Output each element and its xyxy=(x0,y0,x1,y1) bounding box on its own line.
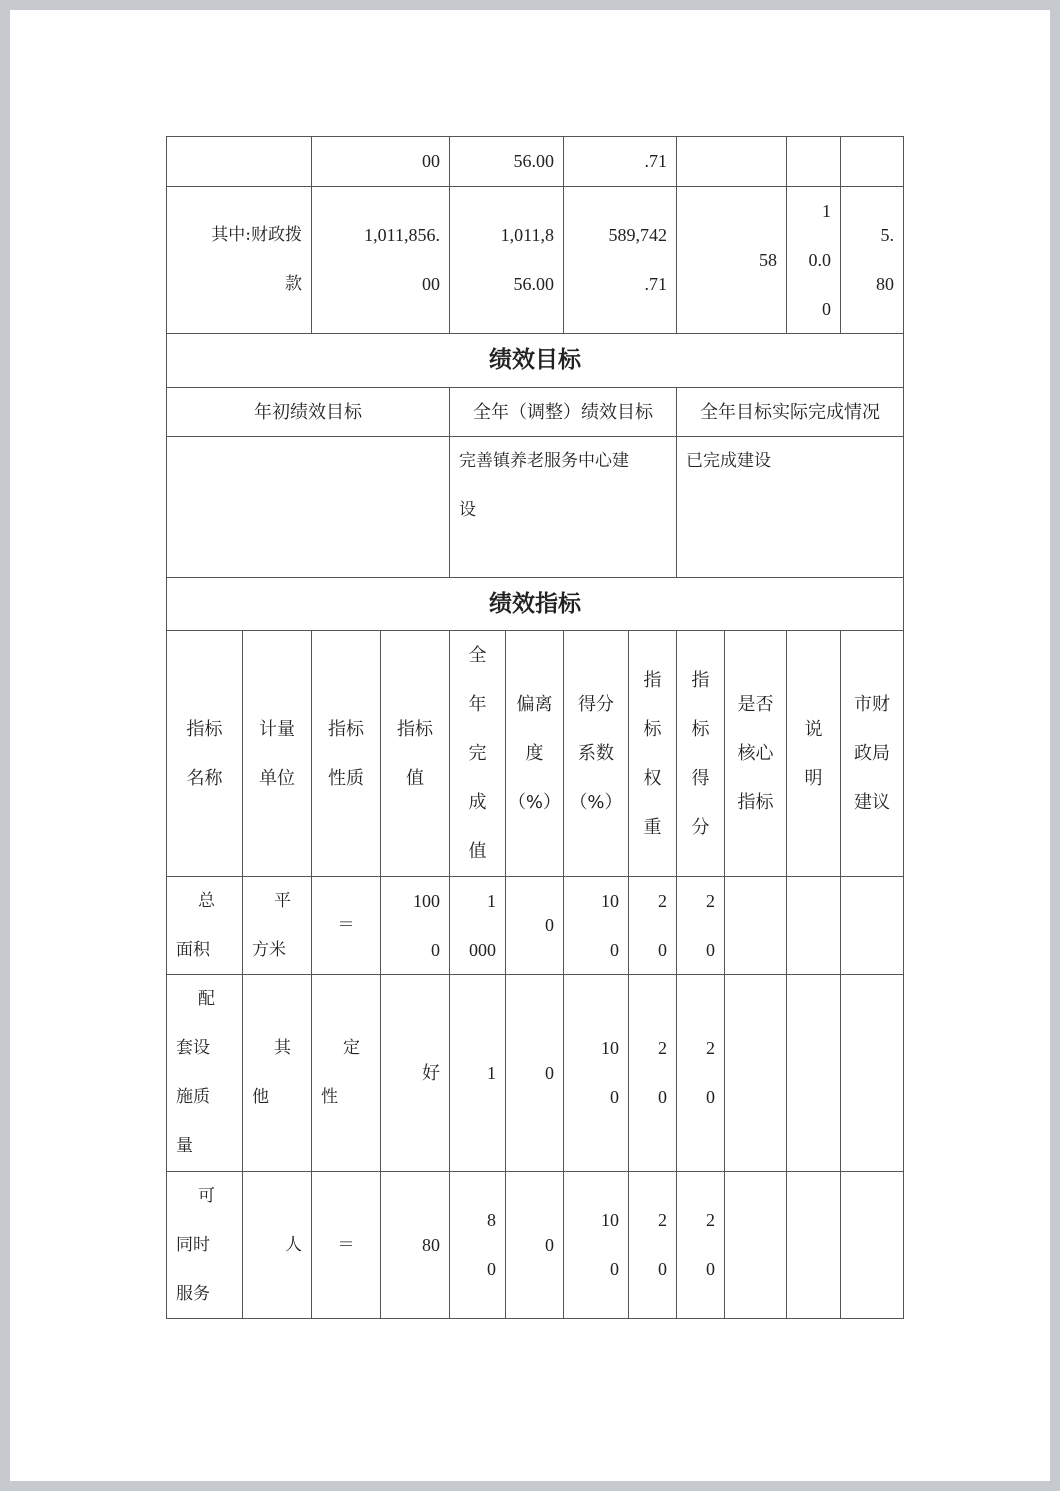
indicator-coefficient-cell-text: 0 xyxy=(610,1259,619,1279)
indicator-header-3-text: 指标 xyxy=(328,718,364,740)
indicator-header-5-text: 完 xyxy=(468,743,487,764)
indicator-header-6-text: 度 xyxy=(525,743,544,764)
indicator-header-11-text: 说 xyxy=(804,718,823,740)
indicator-header-6-text: 偏离 xyxy=(516,694,553,715)
indicator-name-cell-text: 可 xyxy=(198,1185,215,1206)
indicator-score-cell xyxy=(676,1171,725,1319)
adjusted-goal-cell xyxy=(449,436,677,578)
indicator-weight-cell-text: 2 xyxy=(658,1038,667,1058)
funding-executed-cell-text: .71 xyxy=(644,274,667,294)
indicator-unit-cell xyxy=(242,974,312,1172)
indicator-actual-cell-text: 1 xyxy=(487,1062,496,1083)
indicator-header-12-text: 市财 xyxy=(854,694,890,715)
indicator-actual-cell xyxy=(449,974,506,1172)
indicator-core-cell xyxy=(724,1171,787,1319)
indicator-header-11 xyxy=(786,630,841,877)
indicator-value-cell-text: 好 xyxy=(422,1062,440,1083)
indicator-name-cell-text: 总 xyxy=(198,890,215,911)
indicator-header-1-text: 名称 xyxy=(186,767,223,789)
indicator-value-cell-text: 80 xyxy=(422,1234,440,1255)
indicator-deviation-cell-text: 0 xyxy=(545,1062,554,1083)
indicator-unit-cell-text: 方米 xyxy=(252,939,286,960)
indicator-weight-cell xyxy=(628,1171,677,1319)
funding-full-year-budget-cell-text: 1,011,8 xyxy=(500,225,554,245)
funding-execution-rate-cell xyxy=(786,186,841,334)
indicator-header-2 xyxy=(242,630,312,877)
indicator-header-9-text: 得 xyxy=(691,767,710,789)
indicator-value-cell-text: 0 xyxy=(431,939,440,960)
indicator-score-cell-text: 2 xyxy=(706,1210,715,1230)
indicator-header-8-text: 权 xyxy=(643,767,662,789)
funding-score-cell xyxy=(840,186,904,334)
indicator-coefficient-cell-text: 10 xyxy=(601,1210,619,1230)
indicator-header-9 xyxy=(676,630,725,877)
indicators-section-title-text: 绩效指标 xyxy=(489,590,581,617)
indicator-actual-cell-text: 000 xyxy=(469,939,496,960)
funding-weight-cell xyxy=(676,186,787,334)
indicator-unit-cell xyxy=(242,876,312,975)
funding-score-cell-text: 80 xyxy=(876,274,894,294)
indicator-nature-cell-text: 定 xyxy=(343,1038,360,1058)
indicator-coefficient-cell xyxy=(563,876,629,975)
indicator-header-12-text: 政局 xyxy=(854,743,890,764)
funding-year-start-budget-cell-text: 00 xyxy=(422,274,440,294)
indicator-unit-cell xyxy=(242,1171,312,1319)
indicator-name-cell-text: 配 xyxy=(198,989,215,1009)
funding-full-year-budget-cell xyxy=(449,186,564,334)
funding-year-start-budget-cell-text: 00 xyxy=(422,151,440,171)
goals-header-2-text: 全年（调整）绩效目标 xyxy=(473,401,653,423)
funding-execution-rate-cell-text: 0 xyxy=(822,298,831,319)
indicator-weight-cell-text: 0 xyxy=(658,1259,667,1279)
indicator-name-cell-text: 量 xyxy=(176,1136,193,1156)
funding-executed-cell-text: .71 xyxy=(644,151,667,171)
funding-weight-cell xyxy=(676,136,787,187)
indicator-nature-cell xyxy=(311,1171,381,1319)
indicator-header-7 xyxy=(563,630,629,877)
indicator-header-7-text: 系数 xyxy=(578,743,614,764)
indicators-section-title xyxy=(166,577,904,631)
funding-full-year-budget-cell-text: 56.00 xyxy=(513,274,554,294)
indicator-note-cell xyxy=(786,974,841,1172)
indicator-value-cell-text: 100 xyxy=(413,890,440,911)
indicator-header-5-text: 值 xyxy=(468,841,487,862)
indicator-value-cell xyxy=(380,974,450,1172)
indicator-deviation-cell xyxy=(505,974,564,1172)
indicator-header-10-text: 核心 xyxy=(737,743,774,764)
indicator-score-cell-text: 0 xyxy=(706,939,715,960)
indicator-header-8-text: 标 xyxy=(643,718,662,740)
indicator-header-11-text: 明 xyxy=(804,767,823,789)
indicator-suggestion-cell xyxy=(840,876,904,975)
funding-label-cell-text: 其中:财政拨 xyxy=(211,225,302,245)
funding-label-cell-text: 款 xyxy=(285,274,302,294)
adjusted-goal-cell-text: 设 xyxy=(459,500,476,520)
funding-execution-rate-cell-text: 1 xyxy=(822,200,831,221)
indicator-score-cell-text: 2 xyxy=(706,890,715,911)
funding-execution-rate-cell xyxy=(786,136,841,187)
goals-section-title xyxy=(166,333,904,388)
funding-executed-cell xyxy=(563,136,677,187)
goals-section-title-text: 绩效目标 xyxy=(489,347,581,373)
indicator-header-6-text: （%） xyxy=(507,792,562,813)
indicator-header-10-text: 指标 xyxy=(737,792,774,813)
indicator-header-12-text: 建议 xyxy=(854,792,890,813)
indicator-actual-cell xyxy=(449,876,506,975)
indicator-coefficient-cell-text: 0 xyxy=(610,939,619,960)
indicator-unit-cell-text: 他 xyxy=(252,1087,269,1107)
indicator-nature-cell xyxy=(311,974,381,1172)
indicator-name-cell xyxy=(166,1171,243,1319)
indicator-weight-cell-text: 2 xyxy=(658,890,667,911)
indicator-deviation-cell-text: 0 xyxy=(545,1234,554,1255)
indicator-core-cell xyxy=(724,974,787,1172)
indicator-header-3 xyxy=(311,630,381,877)
funding-year-start-budget-cell xyxy=(311,136,450,187)
indicator-name-cell-text: 套设 xyxy=(176,1038,210,1058)
indicator-actual-cell-text: 8 xyxy=(487,1210,496,1230)
goals-header-1 xyxy=(166,387,450,437)
indicator-header-9-text: 分 xyxy=(691,816,710,838)
goals-header-3-text: 全年目标实际完成情况 xyxy=(700,401,880,423)
funding-weight-cell-text: 58 xyxy=(759,249,777,270)
indicator-value-cell xyxy=(380,876,450,975)
adjusted-goal-cell-text: 完善镇养老服务中心建 xyxy=(459,451,629,471)
indicator-header-1-text: 指标 xyxy=(186,718,223,740)
indicator-header-1 xyxy=(166,630,243,877)
indicator-header-3-text: 性质 xyxy=(328,767,364,789)
indicator-coefficient-cell-text: 10 xyxy=(601,1038,619,1058)
indicator-weight-cell-text: 0 xyxy=(658,1087,667,1107)
indicator-score-cell xyxy=(676,876,725,975)
indicator-header-9-text: 标 xyxy=(691,718,710,740)
indicator-name-cell-text: 服务 xyxy=(176,1283,210,1304)
indicator-deviation-cell-text: 0 xyxy=(545,915,554,935)
actual-completion-cell xyxy=(676,436,904,578)
indicator-header-12 xyxy=(840,630,904,877)
funding-score-cell-text: 5. xyxy=(880,225,894,245)
goals-header-2 xyxy=(449,387,677,437)
indicator-suggestion-cell xyxy=(840,1171,904,1319)
indicator-header-8-text: 指 xyxy=(643,669,662,691)
indicator-unit-cell-text: 平 xyxy=(274,890,291,911)
indicator-nature-cell-text: 性 xyxy=(321,1087,338,1107)
indicator-name-cell-text: 同时 xyxy=(176,1234,210,1255)
funding-executed-cell xyxy=(563,186,677,334)
funding-year-start-budget-cell-text: 1,011,856. xyxy=(364,225,440,245)
indicator-nature-cell-text: ＝ xyxy=(337,915,355,935)
indicator-unit-cell-text: 人 xyxy=(285,1234,302,1255)
funding-executed-cell-text: 589,742 xyxy=(608,225,667,245)
indicator-coefficient-cell xyxy=(563,974,629,1172)
indicator-name-cell-text: 施质 xyxy=(176,1087,210,1107)
funding-label-cell xyxy=(166,186,312,334)
indicator-coefficient-cell-text: 10 xyxy=(601,890,619,911)
goals-header-1-text: 年初绩效目标 xyxy=(254,401,362,423)
indicator-score-cell-text: 0 xyxy=(706,1087,715,1107)
indicator-header-7-text: （%） xyxy=(569,792,623,813)
indicator-header-4-text: 值 xyxy=(406,767,424,789)
indicator-header-4 xyxy=(380,630,450,877)
funding-full-year-budget-cell xyxy=(449,136,564,187)
indicator-name-cell-text: 面积 xyxy=(176,939,210,960)
indicator-actual-cell-text: 0 xyxy=(487,1259,496,1279)
indicator-note-cell xyxy=(786,1171,841,1319)
indicator-header-2-text: 计量 xyxy=(259,718,295,740)
funding-execution-rate-cell-text: 0.0 xyxy=(808,249,831,270)
indicator-header-9-text: 指 xyxy=(691,669,710,691)
initial-goal-cell xyxy=(166,436,450,578)
indicator-header-8-text: 重 xyxy=(643,816,662,838)
funding-full-year-budget-cell-text: 56.00 xyxy=(513,151,554,171)
indicator-nature-cell-text: ＝ xyxy=(337,1234,355,1255)
indicator-suggestion-cell xyxy=(840,974,904,1172)
indicator-header-7-text: 得分 xyxy=(578,694,614,715)
indicator-actual-cell xyxy=(449,1171,506,1319)
indicator-nature-cell xyxy=(311,876,381,975)
indicator-header-6 xyxy=(505,630,564,877)
indicator-value-cell xyxy=(380,1171,450,1319)
indicator-name-cell xyxy=(166,974,243,1172)
goals-header-3 xyxy=(676,387,904,437)
actual-completion-cell-text: 已完成建设 xyxy=(686,451,771,471)
indicator-header-5-text: 全 xyxy=(468,645,487,666)
indicator-deviation-cell xyxy=(505,1171,564,1319)
document-page xyxy=(10,10,1050,1481)
indicator-header-5 xyxy=(449,630,506,877)
indicator-score-cell-text: 0 xyxy=(706,1259,715,1279)
indicator-weight-cell-text: 2 xyxy=(658,1210,667,1230)
indicator-deviation-cell xyxy=(505,876,564,975)
indicator-weight-cell xyxy=(628,974,677,1172)
indicator-header-8 xyxy=(628,630,677,877)
funding-label-cell xyxy=(166,136,312,187)
indicator-actual-cell-text: 1 xyxy=(487,890,496,911)
indicator-header-5-text: 成 xyxy=(468,792,487,813)
indicator-header-5-text: 年 xyxy=(468,694,487,715)
indicator-header-2-text: 单位 xyxy=(259,767,295,789)
indicator-header-4-text: 指标 xyxy=(397,718,433,740)
indicator-weight-cell xyxy=(628,876,677,975)
indicator-coefficient-cell-text: 0 xyxy=(610,1087,619,1107)
indicator-name-cell xyxy=(166,876,243,975)
indicator-coefficient-cell xyxy=(563,1171,629,1319)
indicator-header-10 xyxy=(724,630,787,877)
funding-year-start-budget-cell xyxy=(311,186,450,334)
indicator-core-cell xyxy=(724,876,787,975)
indicator-note-cell xyxy=(786,876,841,975)
indicator-unit-cell-text: 其 xyxy=(274,1038,291,1058)
indicator-weight-cell-text: 0 xyxy=(658,939,667,960)
indicator-score-cell-text: 2 xyxy=(706,1038,715,1058)
funding-score-cell xyxy=(840,136,904,187)
indicator-score-cell xyxy=(676,974,725,1172)
indicator-header-10-text: 是否 xyxy=(737,694,774,715)
